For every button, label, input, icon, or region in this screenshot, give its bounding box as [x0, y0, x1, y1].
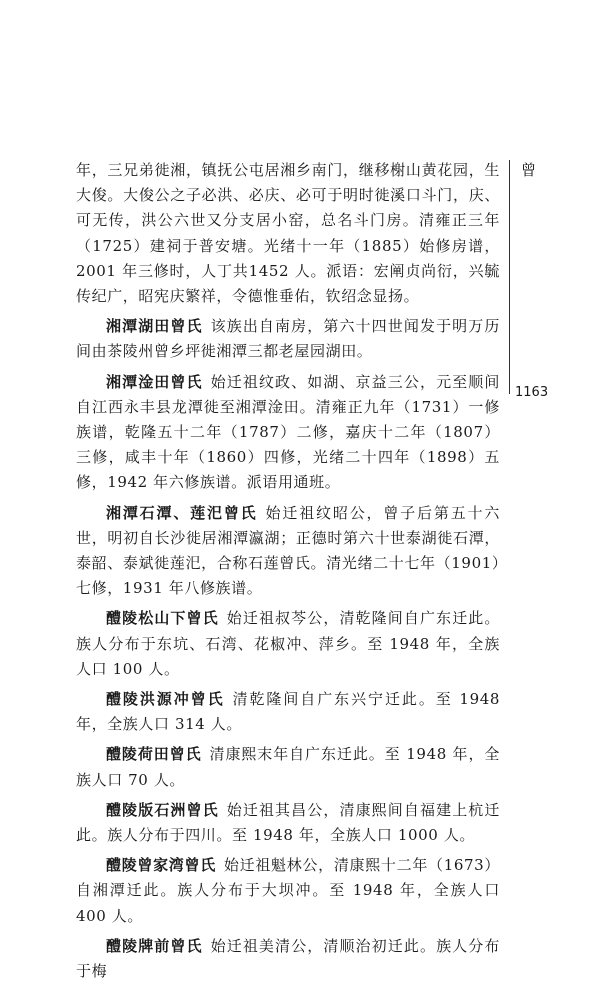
entry-heading: 湘潭石潭、莲汜曾氏: [106, 503, 258, 522]
entry-text: 清乾隆间自广东兴宁迁此。至 1948 年，全族人口 314 人。: [76, 690, 501, 734]
entry-heading: 湘潭湖田曾氏: [106, 317, 203, 336]
entry-heading: 醴陵牌前曾氏: [106, 936, 203, 955]
entry-heading: 醴陵洪源冲曾氏: [106, 690, 225, 709]
text-column: [76, 158, 500, 989]
entry-text: 始迁祖纹昭公，曾子后第五十六世，明初自长沙徙居湘潭瀛湖；正德时第六十世泰湖徙石潭，泰韶、泰斌徙莲汜，合称石莲曾氏。清光绪二十七年（1901）七修，1931 年八修族谱。: [76, 503, 500, 598]
entry-liling-songshanxia: [76, 606, 500, 682]
entry-heading: 醴陵版石洲曾氏: [106, 800, 219, 819]
entry-text: 始迁祖其昌公，清康熙间自福建上杭迁此。族人分布于四川。至 1948 年，全族人口 1000 人。: [76, 800, 501, 845]
entry-text: 该族出自南房，第六十四世闻发于明万历间由茶陵州曾乡坪徙湘潭三都老屋园湖田。: [76, 317, 500, 361]
entry-text: 始迁祖美清公，清顺治初迁此。族人分布于梅: [76, 936, 500, 981]
entry-heading: 醴陵曾家湾曾氏: [106, 856, 216, 875]
paragraph-text: 年，三兄弟徙湘，镇抚公屯居湘乡南门，继移榭山黄花园，生大俊。大俊公之子必洪、必庆、必可于明时徙溪口斗门，庆、可无传，洪公六世又分支居小窑，总名斗门房。清雍正三年（1725）建祠于普安塘。光绪十一年（1885）始修房谱，2001 年三修时，人丁共1452 人。派语：宏阐贞尚衍，兴毓传纪广，昭宪庆繁祥，令德惟垂佑，钦绍念显扬。: [76, 161, 500, 306]
entry-heading: 醴陵荷田曾氏: [106, 745, 202, 764]
section-marker: 曾: [521, 161, 537, 179]
entry-xiangtan-hutian: [76, 314, 500, 364]
entry-liling-zengjiawan: [76, 853, 500, 929]
entry-heading: 湘潭淦田曾氏: [106, 372, 203, 391]
page-number: 1163: [515, 385, 549, 400]
entry-xiangtan-gantian: [76, 370, 500, 496]
entry-text: 清康熙末年自广东迁此。至 1948 年，全族人口 70 人。: [76, 745, 500, 789]
entry-liling-hetian: [76, 742, 500, 792]
entry-text: 始迁祖魁林公，清康熙十二年（1673）自湘潭迁此。族人分布于大坝冲。至 1948 年，全族人口 400 人。: [76, 856, 501, 925]
margin-rule: [509, 160, 510, 394]
entry-text: 始迁祖纹政、如湖、京益三公，元至顺间自江西永丰县龙潭徙至湘潭淦田。清雍正九年（1731）一修族谱，乾隆五十二年（1787）二修，嘉庆十二年（1807）三修，咸丰十年（1860）四修，光绪二十四年（1898）五修，1942 年六修族谱。派语用通班。: [76, 372, 500, 492]
entry-liling-banshizhou: [76, 798, 500, 848]
entry-heading: 醴陵松山下曾氏: [106, 609, 219, 628]
entry-xiangtan-shitan-liansi: [76, 501, 500, 602]
entry-liling-hongyuanchong: [76, 687, 500, 737]
entry-text: 始迁祖叔芩公，清乾隆间自广东迁此。族人分布于东坑、石湾、花椒冲、萍乡。至 1948 年，全族人口 100 人。: [76, 609, 501, 678]
paragraph-continuation: [76, 158, 500, 309]
entry-liling-paiqian: [76, 934, 500, 984]
